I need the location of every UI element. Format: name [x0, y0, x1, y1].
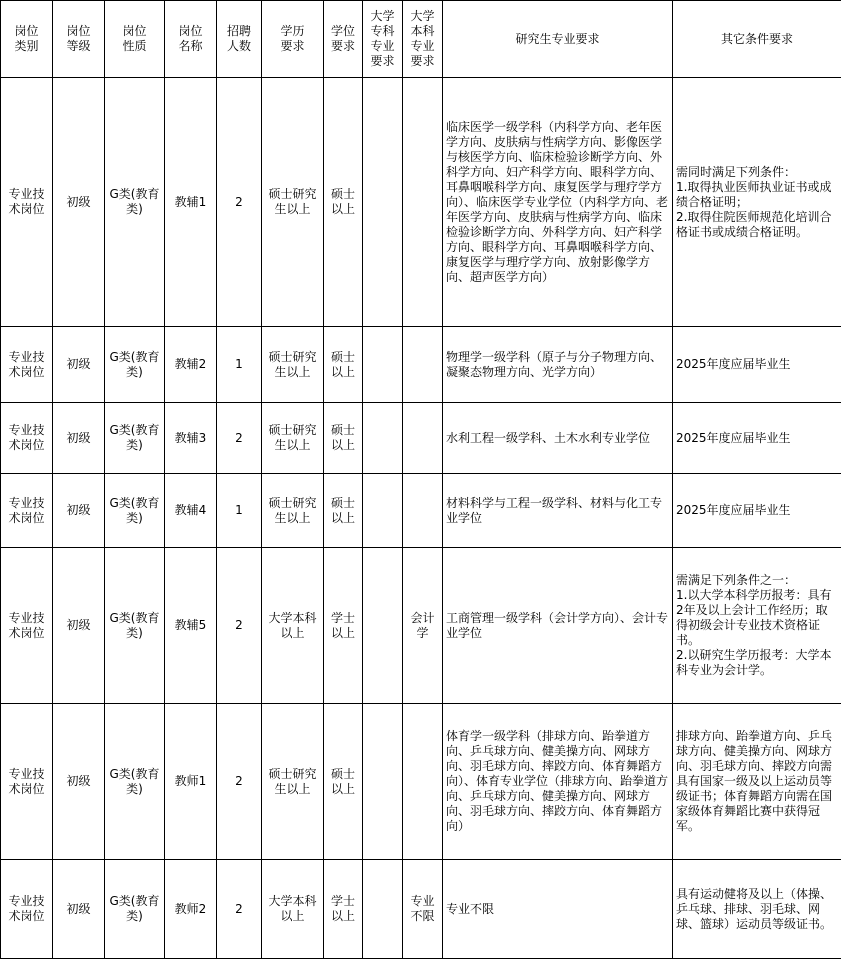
cell-count: 2: [217, 403, 262, 474]
cell-grad-major: 材料科学与工程一级学科、材料与化工专业学位: [443, 474, 673, 548]
cell-other: 排球方向、跆拳道方向、乒乓球方向、健美操方向、网球方向、羽毛球方向、摔跤方向需具有国家一级及以上运动员等级证书；体育舞蹈方向需在国家级体育舞蹈比赛中获得冠军。: [673, 704, 841, 860]
cell-education: 硕士研究 生以上: [262, 474, 324, 548]
cell-education: 大学本科 以上: [262, 860, 324, 959]
cell-nature: G类(教育 类): [105, 548, 165, 704]
table-row: [1, 474, 841, 548]
cell-undergrad-major: [403, 474, 443, 548]
cell-other: 需满足下列条件之一： 1.以大学本科学历报考：具有2年及以上会计工作经历；取得初级会计专业技术资格证书。 2.以研究生学历报考：大学本科专业为会计学。: [673, 548, 841, 704]
cell-education: 硕士研究 生以上: [262, 78, 324, 327]
cell-other: 需同时满足下列条件： 1.取得执业医师执业证书或成绩合格证明； 2.取得住院医师规范化培训合格证书或成绩合格证明。: [673, 78, 841, 327]
cell-nature: G类(教育 类): [105, 403, 165, 474]
header-name: 岗位 名称: [165, 1, 217, 78]
cell-nature: G类(教育 类): [105, 327, 165, 403]
cell-college-major: [363, 548, 403, 704]
cell-college-major: [363, 474, 403, 548]
header-degree: 学位 要求: [324, 1, 363, 78]
cell-count: 1: [217, 474, 262, 548]
cell-name: 教辅5: [165, 548, 217, 704]
header-row: [1, 1, 841, 78]
table-row: [1, 548, 841, 704]
cell-nature: G类(教育 类): [105, 78, 165, 327]
cell-nature: G类(教育 类): [105, 474, 165, 548]
cell-name: 教师1: [165, 704, 217, 860]
cell-level: 初级: [53, 474, 105, 548]
cell-level: 初级: [53, 860, 105, 959]
header-education: 学历 要求: [262, 1, 324, 78]
cell-degree: 硕士 以上: [324, 403, 363, 474]
cell-grad-major: 工商管理一级学科（会计学方向）、会计专业学位: [443, 548, 673, 704]
cell-undergrad-major: [403, 327, 443, 403]
cell-education: 大学本科 以上: [262, 548, 324, 704]
cell-name: 教辅2: [165, 327, 217, 403]
cell-count: 2: [217, 548, 262, 704]
cell-count: 2: [217, 78, 262, 327]
cell-level: 初级: [53, 403, 105, 474]
table-row: [1, 327, 841, 403]
cell-category: 专业技 术岗位: [1, 860, 53, 959]
cell-grad-major: 物理学一级学科（原子与分子物理方向、凝聚态物理方向、光学方向）: [443, 327, 673, 403]
cell-count: 2: [217, 860, 262, 959]
cell-college-major: [363, 327, 403, 403]
cell-category: 专业技 术岗位: [1, 327, 53, 403]
cell-nature: G类(教育 类): [105, 704, 165, 860]
cell-undergrad-major: [403, 704, 443, 860]
cell-degree: 学士 以上: [324, 548, 363, 704]
cell-level: 初级: [53, 704, 105, 860]
cell-grad-major: 水利工程一级学科、土木水利专业学位: [443, 403, 673, 474]
cell-college-major: [363, 403, 403, 474]
cell-level: 初级: [53, 327, 105, 403]
cell-category: 专业技 术岗位: [1, 474, 53, 548]
cell-undergrad-major: 会计 学: [403, 548, 443, 704]
table-row: [1, 860, 841, 959]
cell-degree: 硕士 以上: [324, 704, 363, 860]
table-row: [1, 78, 841, 327]
cell-other: 2025年度应届毕业生: [673, 474, 841, 548]
cell-college-major: [363, 704, 403, 860]
header-grad-major: 研究生专业要求: [443, 1, 673, 78]
cell-degree: 学士 以上: [324, 860, 363, 959]
cell-grad-major: 体育学一级学科（排球方向、跆拳道方向、乒乓球方向、健美操方向、网球方向、羽毛球方向、摔跤方向、体育舞蹈方向）、体育专业学位（排球方向、跆拳道方向、乒乓球方向、健美操方向、网球方向、羽毛球方向、摔跤方向、体育舞蹈方向）: [443, 704, 673, 860]
cell-other: 2025年度应届毕业生: [673, 327, 841, 403]
header-nature: 岗位 性质: [105, 1, 165, 78]
cell-level: 初级: [53, 548, 105, 704]
cell-count: 1: [217, 327, 262, 403]
cell-undergrad-major: [403, 78, 443, 327]
header-count: 招聘 人数: [217, 1, 262, 78]
cell-name: 教辅4: [165, 474, 217, 548]
cell-nature: G类(教育 类): [105, 860, 165, 959]
cell-undergrad-major: 专业 不限: [403, 860, 443, 959]
cell-grad-major: 专业不限: [443, 860, 673, 959]
cell-college-major: [363, 78, 403, 327]
cell-degree: 硕士 以上: [324, 78, 363, 327]
table-row: [1, 403, 841, 474]
table-row: [1, 704, 841, 860]
cell-education: 硕士研究 生以上: [262, 403, 324, 474]
cell-other: 2025年度应届毕业生: [673, 403, 841, 474]
cell-name: 教辅1: [165, 78, 217, 327]
header-undergrad-major: 大学 本科 专业 要求: [403, 1, 443, 78]
cell-degree: 硕士 以上: [324, 474, 363, 548]
cell-education: 硕士研究 生以上: [262, 327, 324, 403]
cell-name: 教师2: [165, 860, 217, 959]
cell-college-major: [363, 860, 403, 959]
cell-name: 教辅3: [165, 403, 217, 474]
cell-count: 2: [217, 704, 262, 860]
header-level: 岗位 等级: [53, 1, 105, 78]
cell-category: 专业技 术岗位: [1, 704, 53, 860]
cell-grad-major: 临床医学一级学科（内科学方向、老年医学方向、皮肤病与性病学方向、影像医学与核医学方向、临床检验诊断学方向、外科学方向、妇产科学方向、眼科学方向、耳鼻咽喉科学方向、康复医学与理疗学方向）、临床医学专业学位（内科学方向、老年医学方向、皮肤病与性病学方向、临床检验诊断学方向、外科学方向、妇产科学方向、眼科学方向、耳鼻咽喉科学方向、康复医学与理疗学方向、放射影像学方向、超声医学方向）: [443, 78, 673, 327]
header-college-major: 大学 专科 专业 要求: [363, 1, 403, 78]
cell-category: 专业技 术岗位: [1, 78, 53, 327]
cell-category: 专业技 术岗位: [1, 548, 53, 704]
cell-level: 初级: [53, 78, 105, 327]
cell-education: 硕士研究 生以上: [262, 704, 324, 860]
cell-other: 具有运动健将及以上（体操、乒乓球、排球、羽毛球、网球、篮球）运动员等级证书。: [673, 860, 841, 959]
cell-degree: 硕士 以上: [324, 327, 363, 403]
header-category: 岗位 类别: [1, 1, 53, 78]
cell-undergrad-major: [403, 403, 443, 474]
cell-category: 专业技 术岗位: [1, 403, 53, 474]
header-other: 其它条件要求: [673, 1, 841, 78]
